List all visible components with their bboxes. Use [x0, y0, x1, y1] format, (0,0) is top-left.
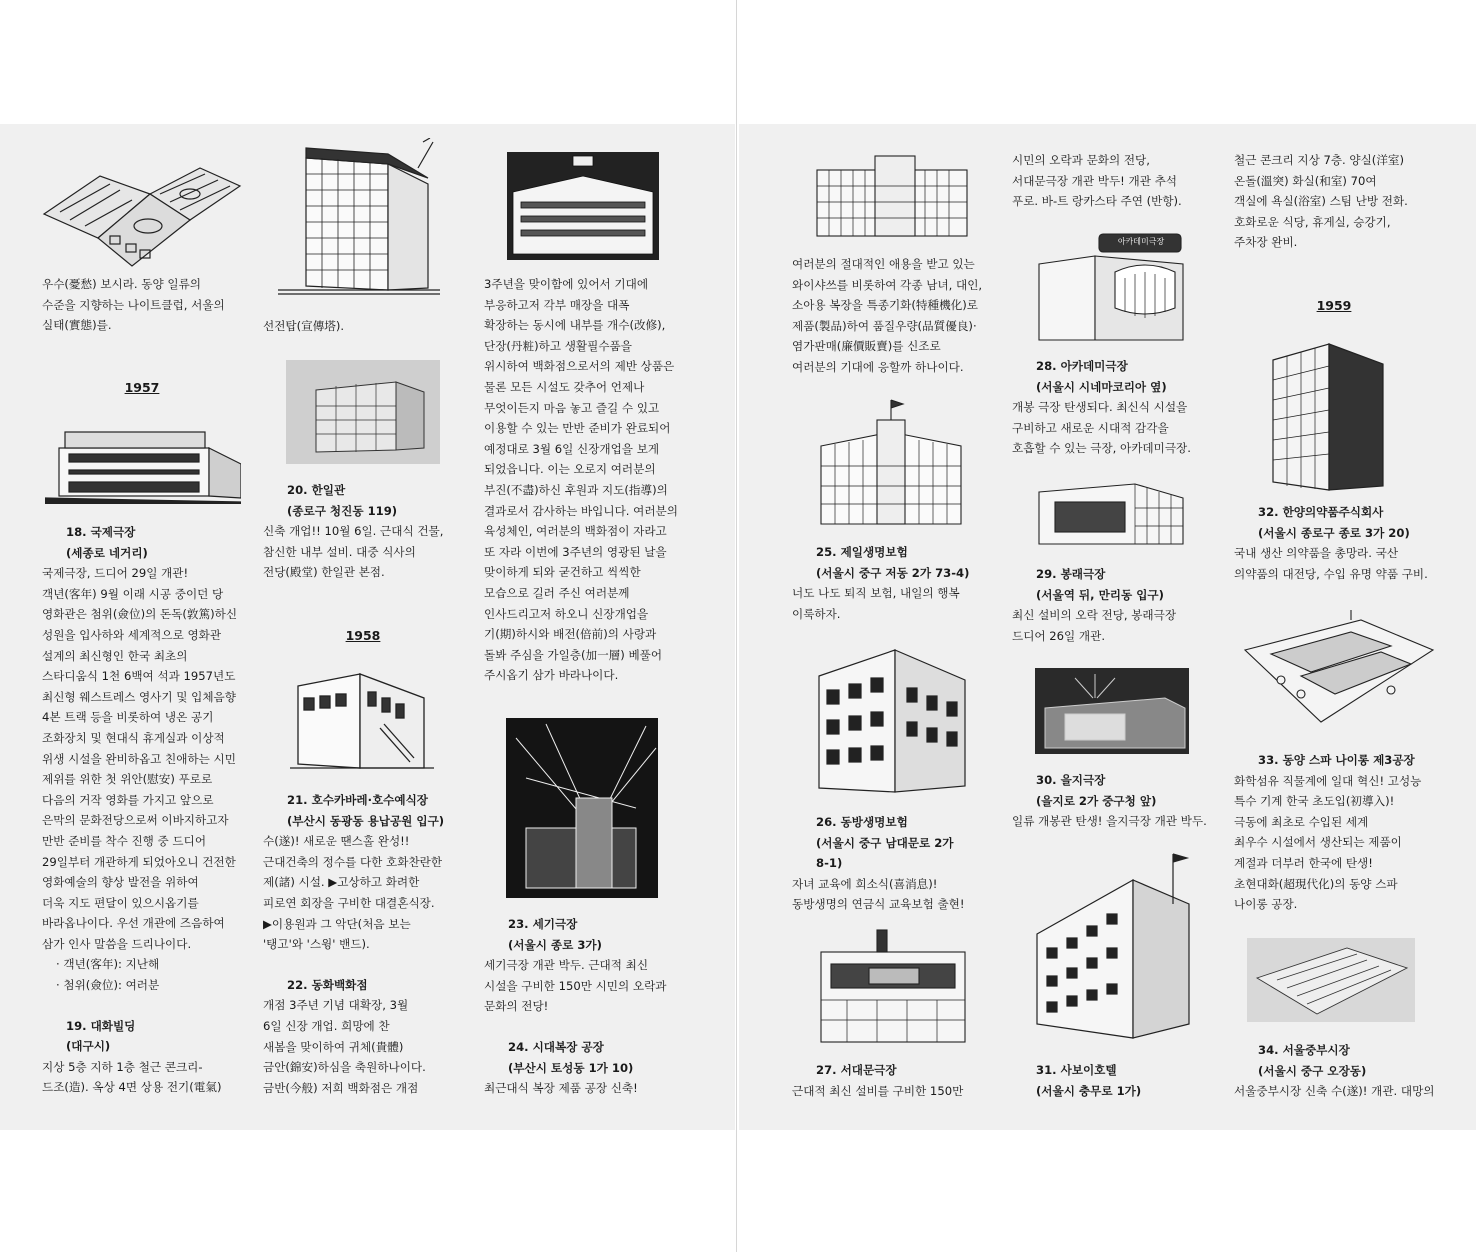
dongbang-life-insurance-illustration	[815, 636, 971, 794]
hanilkwan-illustration	[286, 360, 440, 464]
left-page	[0, 124, 735, 1130]
clothing-factory-illustration	[815, 152, 969, 240]
entry-20-title: 20. 한일관 (종로구 청진동 119)	[287, 483, 398, 518]
bongrae-theater-illustration	[1035, 478, 1187, 548]
jungbu-market-illustration	[1247, 938, 1415, 1022]
entry-24-body: 최근대식 복장 제품 공장 신축!	[484, 1081, 638, 1096]
entry-22-title: 22. 동화백화점	[287, 977, 368, 992]
footnote-2: · 첨위(僉位): 여러분	[56, 978, 160, 993]
entry-22-body: 개점 3주년 기념 대확장, 3월 6일 신장 개업. 희망에 찬 새봄을 맞이하여 귀체(貴體) 금안(錦安)하심을 축원하나이다. 금반(今般) 저희 백화점은 개점	[263, 998, 426, 1095]
nylon-factory-illustration	[1241, 610, 1437, 728]
seodaemun-theater-illustration	[817, 924, 969, 1046]
year-heading-1957: 1957	[124, 380, 160, 395]
entry-27-title: 27. 서대문극장	[816, 1063, 897, 1077]
entry-25-title: 25. 제일생명보험 (서울시 중구 저동 2가 73-4)	[816, 545, 970, 580]
year-heading-1959: 1959	[1316, 298, 1352, 313]
left-column-1	[42, 274, 247, 336]
academy-theater-illustration	[1035, 228, 1189, 344]
hanyang-pharma-illustration	[1269, 340, 1387, 496]
entry-21-title: 21. 호수카바레·호수예식장 (부산시 동광동 용납공원 입구)	[287, 793, 445, 828]
col2-top-text: 선전탑(宣傳塔).	[263, 319, 345, 333]
savoy-hotel-illustration	[1033, 844, 1193, 1044]
entry-32-body: 국내 생산 의약품을 총망라. 국산 의약품의 대전당, 수입 유명 약품 구비.	[1234, 546, 1428, 581]
entry-33-body: 화학섬유 직물계에 일대 혁신! 고성능 특수 기계 한국 초도입(初導入)! 극동에 최초로 수입된 세계 최우수 시설에서 생산되는 제품이 계절과 더부러 한국에 탄생! 초현대화(超現代化)의 동양 스파 나이롱 공장.	[1234, 773, 1422, 912]
entry-27-body: 근대적 최신 설비를 구비한 150만	[792, 1083, 964, 1098]
entry-31-body: 철근 콘크리 지상 7층. 양실(洋室) 온돌(溫突) 화실(和室) 70여 객실에 욕실(浴室) 스팀 난방 전화. 호화로운 식당, 휴게실, 승강기, 주차장 완비.	[1234, 153, 1408, 250]
entry-23-title: 23. 세기극장 (서울시 종로 3가)	[508, 917, 602, 952]
entry-20-body: 신축 개업!! 10월 6일. 근대식 건물, 참신한 내부 설비. 대중 식사의 전당(殿堂) 한일관 본점.	[263, 524, 444, 580]
entry-29-body: 최신 설비의 오락 전당, 봉래극장 드디어 26일 개관.	[1012, 608, 1177, 643]
entry-25-body: 너도 나도 퇴직 보험, 내일의 행복 이룩하자.	[792, 586, 960, 621]
nightclub-illustration	[40, 154, 242, 272]
entry-34-title: 34. 서울중부시장 (서울시 중구 오장동)	[1258, 1043, 1367, 1078]
theater-illustration	[45, 424, 241, 504]
entry-33-title: 33. 동양 스파 나이롱 제3공장	[1258, 753, 1415, 767]
entry-24-continued-body: 여러분의 절대적인 애용을 받고 있는 와이샤쓰를 비롯하여 각종 남녀, 대인, 소아용 복장을 특종기화(特種機化)로 제품(製品)하여 품질우량(品質優良)· 염가판매(廉價販賣)를 신조로 여러분의 기대에 응할까 하나이다.	[792, 257, 983, 374]
segi-theater-illustration	[506, 718, 658, 898]
right-page	[739, 124, 1476, 1130]
entry-22-continued-body: 3주년을 맞이함에 있어서 기대에 부응하고저 각부 매장을 대폭 확장하는 동시에 내부를 개수(改修), 단장(丹粧)하고 생활필수품을 위시하여 백화점으로서의 제반 상품은 물론 모든 시설도 갖추어 언제나 무엇이든지 마음 놓고 즐길 수 있고 이용할 수 있는 만반 준비가 완료되어 예정대로 3월 6일 신장개업을 보게 되었읍니다. 이는 오로지 여러분의 부진(不盡)하신 후원과 지도(指導)의 결과로서 감사하는 바입니다. 여러분의 육성체인, 여러분의 백화점이 자라고 또 자라 이번에 3주년의 영광된 날을 맞이하게 되와 굳건하고 씩씩한 모습으로 길러 주신 여러분께 인사드리고저 하오니 신장개업을 기(期)하시와 배전(倍前)의 사랑과 돌봐 주심을 가일층(加一層) 베풀어 주시옵기 삼가 바라나이다.	[484, 277, 678, 683]
entry-32-title: 32. 한양의약품주식회사 (서울시 종로구 종로 3가 20)	[1258, 505, 1410, 540]
entry-18-title: 18. 국제극장 (세종로 네거리)	[66, 525, 148, 560]
entry-26-body: 자녀 교육에 희소식(喜消息)! 동방생명의 연금식 교육보험 출현!	[792, 876, 965, 912]
entry-26-title: 26. 동방생명보험 (서울시 중구 남대문로 2가 8-1)	[816, 815, 954, 871]
entry-19-title: 19. 대화빌딩 (대구시)	[66, 1018, 136, 1054]
year-heading-1958: 1958	[345, 628, 381, 643]
entry-31-title: 31. 사보이호텔 (서울시 충무로 1가)	[1036, 1063, 1142, 1098]
department-store-illustration	[507, 152, 659, 260]
footnote-1: · 객년(客年): 지난해	[56, 957, 160, 972]
entry-27-continued-body: 시민의 오락과 문화의 전당, 서대문극장 개관 박두! 개관 추석 푸로. 바-트 랑카스타 주연 (반항).	[1012, 153, 1182, 209]
jeil-life-insurance-illustration	[815, 396, 967, 528]
entry-30-title: 30. 을지극장 (을지로 2가 중구청 앞)	[1036, 773, 1157, 808]
entry-28-title: 28. 아카데미극장 (서울시 시네마코리아 옆)	[1036, 359, 1167, 394]
eulji-theater-illustration	[1035, 668, 1189, 754]
binding-line	[736, 0, 737, 1252]
intro-text: 우수(憂愁) 보시라. 동양 일류의 수준을 지향하는 나이트클럽, 서울의 실태(實態)를.	[42, 277, 225, 333]
entry-34-body: 서울중부시장 신축 수(遂)! 개관. 대망의	[1234, 1084, 1435, 1099]
entry-21-body: 수(遂)! 새로운 땐스홀 완성!! 근대건축의 정수를 다한 호화찬란한 제(諸) 시설. ▶고상하고 화려한 피로연 회장을 구비한 대결혼식장. ▶이용원과 그 악단(처음 보는 '탱고'와 '스윙' 밴드).	[263, 834, 443, 952]
entry-19-body: 지상 5층 지하 1층 철근 콘크리- 드조(造). 옥상 4면 상용 전기(電氣)	[42, 1059, 222, 1095]
academy-theater-sign: 아카데미극장	[1117, 237, 1165, 246]
entry-28-body: 개봉 극장 탄생되다. 최신식 시설을 구비하고 새로운 시대적 감각을 호흡할 수 있는 극장, 아카데미극장.	[1012, 400, 1191, 456]
tower-building-illustration	[278, 138, 440, 298]
entry-23-body: 세기극장 개관 박두. 근대적 최신 시설을 구비한 150만 시민의 오락과 문화의 전당!	[484, 958, 667, 1014]
entry-30-body: 일류 개봉관 탄생! 을지극장 개관 박두.	[1012, 814, 1207, 829]
hosu-cabaret-illustration	[290, 668, 434, 774]
entry-29-title: 29. 봉래극장 (서울역 뒤, 만리동 입구)	[1036, 567, 1164, 602]
entry-18-body: 국제극장, 드디어 29일 개관! 객년(客年) 9월 이래 시공 중이던 당 영화관은 첨위(僉位)의 돈독(敦篤)하신 성원을 입사하와 세계적으로 영화관 설계의 최신형인 한국 최초의 스타디움식 1천 6백여 석과 1957년도 최신형 웨스트레스 영사기 및 입체음향 4본 트랙 등을 비롯하여 냉온 공기 조화장치 및 현대식 휴게실과 이상적 위생 시설을 완비하옵고 친애하는 시민 제위를 위한 첫 위안(慰安) 푸로로 다음의 거작 영화를 가지고 앞으로 은막의 문화전당으로써 이바지하고자 만반 준비를 착수 진행 중 드디어 29일부터 개관하게 되었아오니 건전한 영화예술의 향상 발전을 위하여 더욱 지도 편달이 있으시옵기를 바라옵나이다. 우선 개관에 즈음하여 삼가 인사 말씀을 드리나이다.	[42, 566, 238, 951]
entry-24-title: 24. 시대복장 공장 (부산시 토성동 1가 10)	[508, 1039, 634, 1075]
